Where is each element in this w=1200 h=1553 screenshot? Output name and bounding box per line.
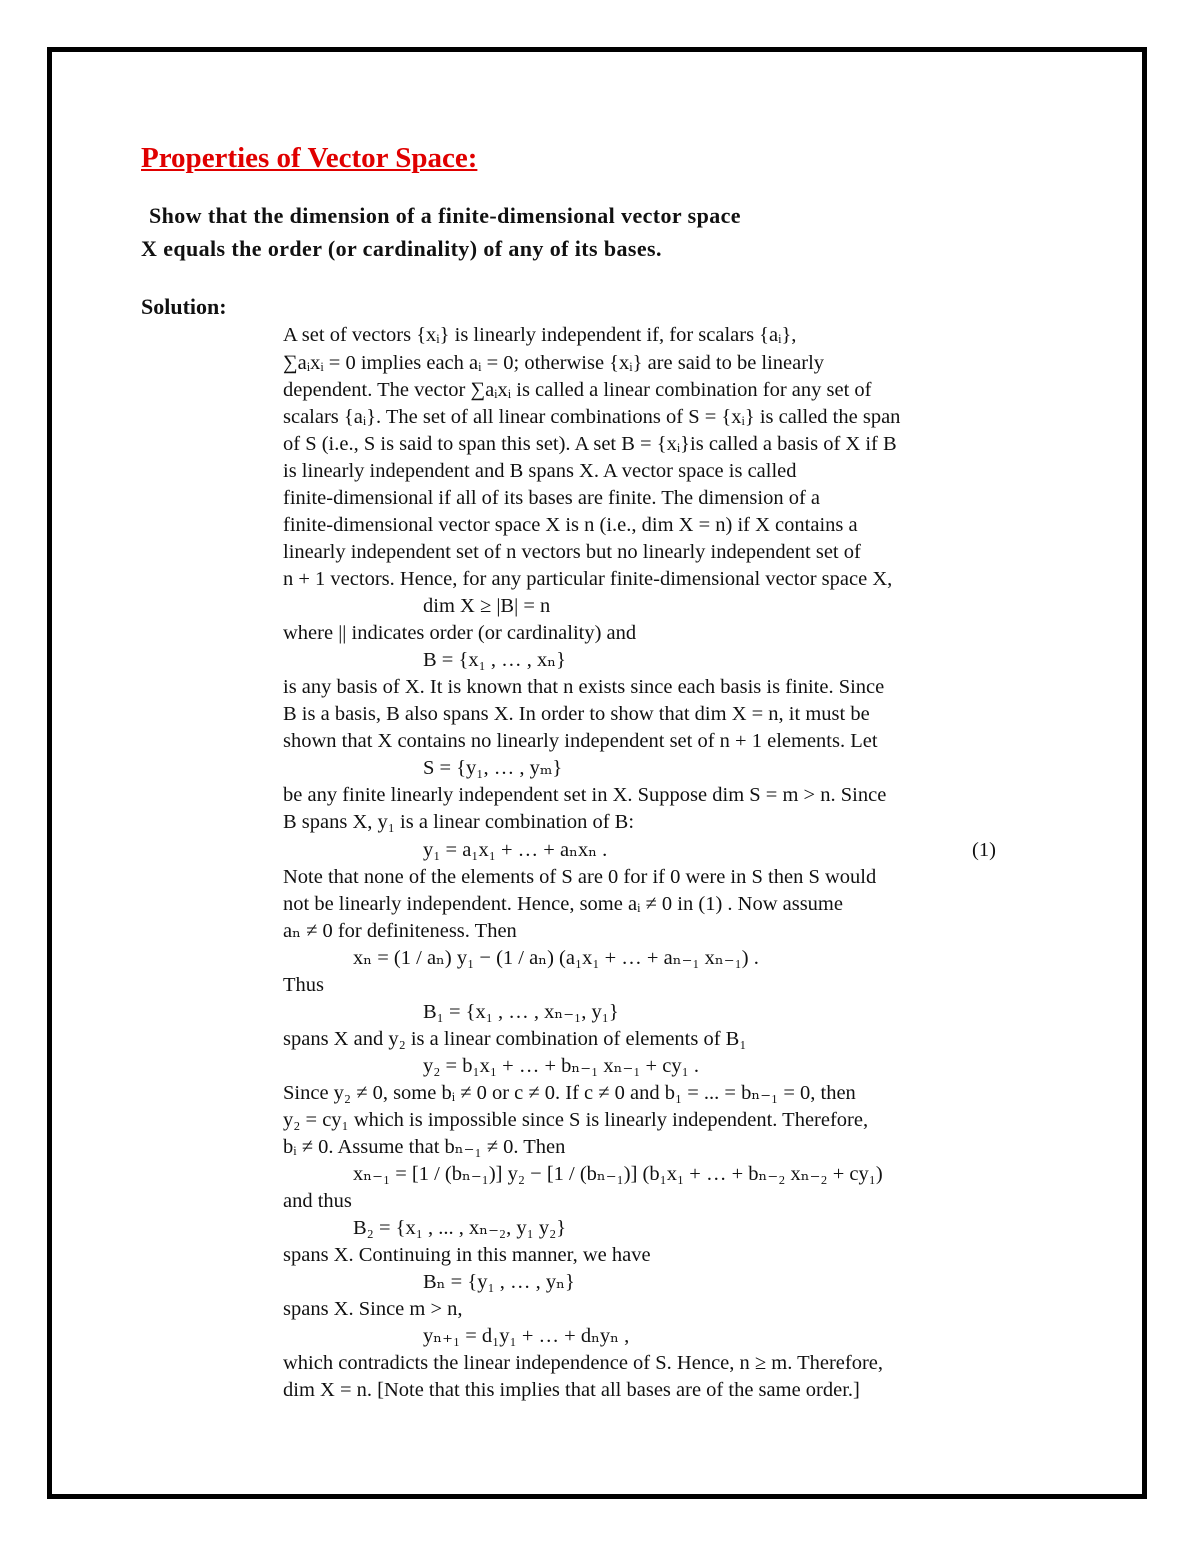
- body-line: bᵢ ≠ 0. Assume that bₙ₋₁ ≠ 0. Then: [283, 1136, 566, 1158]
- body-line: finite-dimensional if all of its bases are finite. The dimension of a: [283, 487, 821, 509]
- body-line: aₙ ≠ 0 for definiteness. Then: [283, 920, 517, 942]
- body-line: A set of vectors {xᵢ} is linearly independent if, for scalars {aᵢ},: [283, 324, 797, 346]
- equation-line: B₁ = {x₁ , … , xₙ₋₁, y₁}: [423, 1001, 619, 1023]
- body-line: dim X = n. [Note that this implies that all bases are of the same order.]: [283, 1379, 860, 1401]
- body-line: spans X and y₂ is a linear combination of elements of B₁: [283, 1028, 747, 1050]
- page-title: Properties of Vector Space:: [141, 142, 478, 174]
- body-line: Note that none of the elements of S are 0 for if 0 were in S then S would: [283, 866, 877, 888]
- body-line: be any finite linearly independent set in X. Suppose dim S = m > n. Since: [283, 784, 887, 806]
- equation-line: B = {x₁ , … , xₙ}: [423, 649, 566, 671]
- body-line: y₂ = cy₁ which is impossible since S is linearly independent. Therefore,: [283, 1109, 869, 1131]
- equation-line: xₙ = (1 / aₙ) y₁ − (1 / aₙ) (a₁x₁ + … + aₙ₋₁ xₙ₋₁) .: [353, 947, 759, 969]
- equation-line: S = {y₁, … , yₘ}: [423, 757, 563, 779]
- equation-line: B₂ = {x₁ , ... , xₙ₋₂, y₁ y₂}: [353, 1217, 567, 1239]
- equation-line: xₙ₋₁ = [1 / (bₙ₋₁)] y₂ − [1 / (bₙ₋₁)] (b₁x₁ + … + bₙ₋₂ xₙ₋₂ + cy₁): [353, 1163, 883, 1185]
- body-line: shown that X contains no linearly independent set of n + 1 elements. Let: [283, 730, 878, 752]
- body-line: linearly independent set of n vectors but no linearly independent set of: [283, 541, 861, 563]
- body-line: Since y₂ ≠ 0, some bᵢ ≠ 0 or c ≠ 0. If c ≠ 0 and b₁ = ... = bₙ₋₁ = 0, then: [283, 1082, 856, 1104]
- equation-line: yₙ₊₁ = d₁y₁ + … + dₙyₙ ,: [423, 1325, 630, 1347]
- equation-line: dim X ≥ |B| = n: [423, 595, 551, 617]
- body-line: is linearly independent and B spans X. A vector space is called: [283, 460, 797, 482]
- problem-statement: [141, 199, 741, 265]
- body-line: ∑aᵢxᵢ = 0 implies each aᵢ = 0; otherwise {xᵢ} are said to be linearly: [283, 352, 825, 374]
- body-line: and thus: [283, 1190, 352, 1212]
- body-line: finite-dimensional vector space X is n (i.e., dim X = n) if X contains a: [283, 514, 858, 536]
- problem-line-2: X equals the order (or cardinality) of any of its bases.: [141, 236, 662, 261]
- body-line: scalars {aᵢ}. The set of all linear combinations of S = {xᵢ} is called the span: [283, 406, 901, 428]
- body-line: is any basis of X. It is known that n exists since each basis is finite. Since: [283, 676, 885, 698]
- body-line: of S (i.e., S is said to span this set). A set B = {xᵢ}is called a basis of X if B: [283, 433, 897, 455]
- body-line: Thus: [283, 974, 324, 996]
- body-line: which contradicts the linear independence of S. Hence, n ≥ m. Therefore,: [283, 1352, 884, 1374]
- body-line: not be linearly independent. Hence, some aᵢ ≠ 0 in (1) . Now assume: [283, 893, 843, 915]
- equation-number: (1): [972, 839, 996, 861]
- equation-line: Bₙ = {y₁ , … , yₙ}: [423, 1271, 575, 1293]
- body-line: where || indicates order (or cardinality) and: [283, 622, 637, 644]
- solution-heading: Solution:: [141, 294, 227, 319]
- body-line: n + 1 vectors. Hence, for any particular finite-dimensional vector space X,: [283, 568, 893, 590]
- body-line: spans X. Continuing in this manner, we have: [283, 1244, 651, 1266]
- body-line: dependent. The vector ∑aᵢxᵢ is called a linear combination for any set of: [283, 379, 872, 401]
- equation-line: y₁ = a₁x₁ + … + aₙxₙ .: [423, 839, 608, 861]
- body-line: B is a basis, B also spans X. In order to show that dim X = n, it must be: [283, 703, 870, 725]
- body-line: spans X. Since m > n,: [283, 1298, 463, 1320]
- equation-line: y₂ = b₁x₁ + … + bₙ₋₁ xₙ₋₁ + cy₁ .: [423, 1055, 699, 1077]
- body-line: B spans X, y₁ is a linear combination of B:: [283, 811, 635, 833]
- problem-line-1: Show that the dimension of a finite-dimensional vector space: [149, 203, 741, 228]
